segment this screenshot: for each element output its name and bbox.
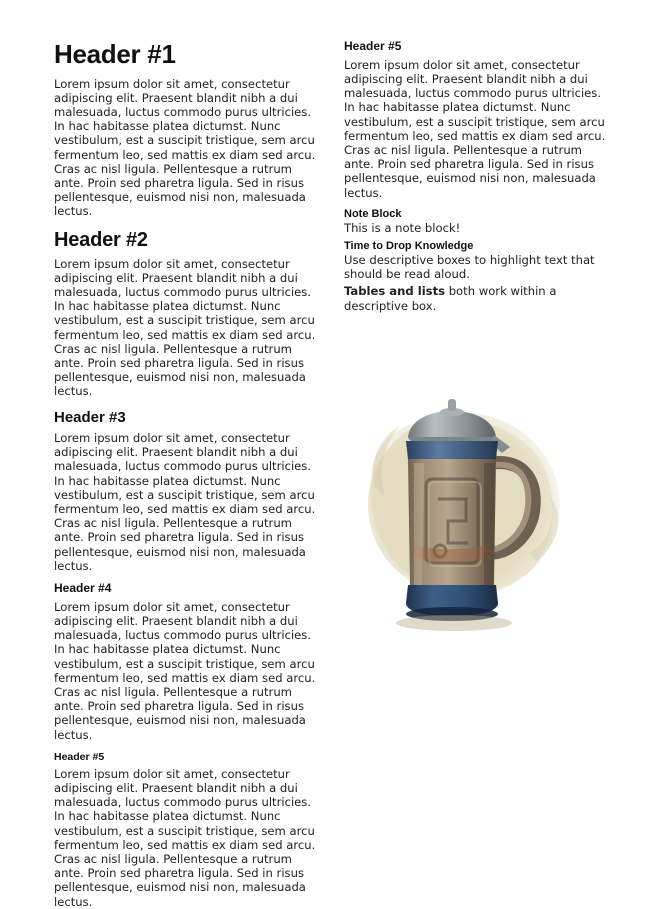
header-1: Header #1: [54, 39, 176, 69]
descriptive-block-text-2: [344, 284, 610, 312]
stein-body: [408, 459, 496, 599]
left-column: [54, 32, 320, 909]
right-header-5: Header #5: [344, 39, 402, 53]
descriptive-block-title: Time to Drop Knowledge: [344, 240, 474, 253]
note-block-title: Note Block: [344, 207, 402, 220]
descriptive-block-rest: both work within a descriptive box.: [344, 284, 557, 313]
two-column-layout: [54, 32, 610, 909]
stein-collar: [406, 441, 498, 459]
body-text-1: Lorem ipsum dolor sit amet, consectetur adipiscing elit. Praesent blandit nibh a dui malesuada, luctus commodo purus ultricies. In hac habitasse platea dictumst. Nunc vestibulum, est a suscipit tristique, sem arcu fermentum leo, sed mattis ex diam sed arcu. Cras ac nisl ligula. Pellentesque a rutrum ante. Proin sed pharetra ligula. Sed in risus pellentesque, euismod nisi non, malesuada lectus.: [54, 76, 316, 219]
header-5: Header #5: [54, 750, 105, 763]
right-body-text: Lorem ipsum dolor sit amet, consectetur adipiscing elit. Praesent blandit nibh a dui malesuada, luctus commodo purus ultricies. In hac habitasse platea dictumst. Nunc vestibulum, est a suscipit tristique, sem arcu fermentum leo, sed mattis ex diam sed arcu. Cras ac nisl ligula. Pellentesque a rutrum ante. Proin sed pharetra ligula. Sed in risus pellentesque, euismod nisi non, malesuada lectus.: [344, 57, 606, 200]
beer-stein-svg: [344, 355, 610, 645]
beer-stein-illustration: [344, 355, 610, 645]
body-text-3: Lorem ipsum dolor sit amet, consectetur adipiscing elit. Praesent blandit nibh a dui malesuada, luctus commodo purus ultricies. In hac habitasse platea dictumst. Nunc vestibulum, est a suscipit tristique, sem arcu fermentum leo, sed mattis ex diam sed arcu. Cras ac nisl ligula. Pellentesque a rutrum ante. Proin sed pharetra ligula. Sed in risus pellentesque, euismod nisi non, malesuada lectus.: [54, 430, 316, 573]
body-text-2: Lorem ipsum dolor sit amet, consectetur adipiscing elit. Praesent blandit nibh a dui malesuada, luctus commodo purus ultricies. In hac habitasse platea dictumst. Nunc vestibulum, est a suscipit tristique, sem arcu fermentum leo, sed mattis ex diam sed arcu. Cras ac nisl ligula. Pellentesque a rutrum ante. Proin sed pharetra ligula. Sed in risus pellentesque, euismod nisi non, malesuada lectus.: [54, 256, 316, 399]
header-2: Header #2: [54, 228, 148, 251]
body-text-5: Lorem ipsum dolor sit amet, consectetur adipiscing elit. Praesent blandit nibh a dui malesuada, luctus commodo purus ultricies. In hac habitasse platea dictumst. Nunc vestibulum, est a suscipit tristique, sem arcu fermentum leo, sed mattis ex diam sed arcu. Cras ac nisl ligula. Pellentesque a rutrum ante. Proin sed pharetra ligula. Sed in risus pellentesque, euismod nisi non, malesuada lectus.: [54, 766, 316, 909]
right-column: [344, 32, 610, 812]
note-block-text: This is a note block!: [344, 220, 461, 235]
descriptive-block: [344, 240, 610, 313]
stein-shadow: [396, 615, 512, 631]
header-3: Header #3: [54, 408, 126, 426]
header-4: Header #4: [54, 580, 112, 595]
descriptive-block-bold-lead: Tables and lists: [344, 284, 446, 299]
body-text-4: Lorem ipsum dolor sit amet, consectetur adipiscing elit. Praesent blandit nibh a dui malesuada, luctus commodo purus ultricies. In hac habitasse platea dictumst. Nunc vestibulum, est a suscipit tristique, sem arcu fermentum leo, sed mattis ex diam sed arcu. Cras ac nisl ligula. Pellentesque a rutrum ante. Proin sed pharetra ligula. Sed in risus pellentesque, euismod nisi non, malesuada lectus.: [54, 599, 316, 742]
note-block: [344, 208, 610, 235]
descriptive-block-text: Use descriptive boxes to highlight text that should be read aloud.: [344, 253, 595, 282]
